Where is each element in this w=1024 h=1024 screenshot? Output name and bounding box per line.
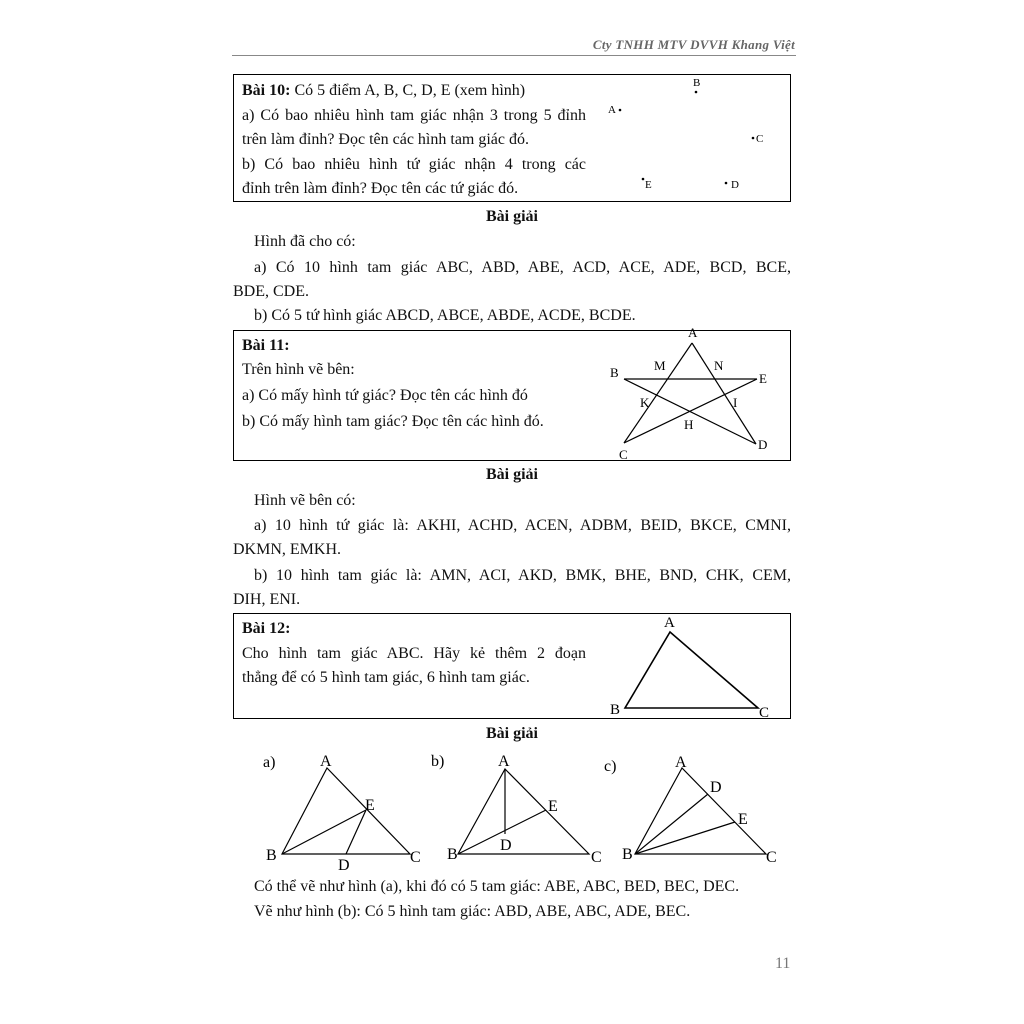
figure-c-label-d: D	[710, 779, 722, 796]
figure-c-segment-bd	[635, 794, 708, 854]
figure-a-tag: a)	[263, 754, 276, 771]
figure-b-label-c: C	[591, 849, 602, 866]
bai11-star-figure	[604, 323, 792, 461]
bai12-line2: thẳng để có 5 hình tam giác, 6 hình tam giác.	[242, 669, 530, 686]
figure-a-label-a: A	[320, 753, 332, 770]
bai10-solution-line3: BDE, CDE.	[233, 283, 309, 300]
bai10-question-a1: a) Có bao nhiêu hình tam giác nhận 3 trong 5 đỉnh	[242, 107, 586, 124]
star-label-e: E	[759, 371, 767, 386]
point-label-c: C	[756, 133, 764, 145]
point-label-d: D	[731, 179, 739, 191]
bai11-solution-heading: Bài giải	[485, 466, 538, 483]
figure-a-segment-ed	[346, 810, 366, 854]
bai10-solution-line1: Hình đã cho có:	[254, 233, 356, 250]
bai10-question-b2: đỉnh trên làm đỉnh? Đọc tên các tứ giác đó.	[242, 180, 519, 197]
star-label-m: M	[654, 358, 666, 373]
bai11-title: Bài 11:	[242, 337, 290, 354]
point-d-dot	[725, 182, 728, 185]
bai10-box	[233, 74, 791, 202]
point-b-dot	[695, 91, 698, 94]
point-c-dot	[752, 137, 755, 140]
bai10-solution-heading: Bài giải	[485, 208, 538, 225]
figure-b-label-a: A	[498, 753, 510, 770]
bai11-solution-line1: Hình vẽ bên có:	[254, 492, 356, 509]
figure-c-label-b: B	[622, 846, 633, 863]
figure-c-label-e: E	[738, 811, 748, 828]
bai12-solution-line1: Có thể vẽ như hình (a), khi đó có 5 tam giác: ABE, ABC, BED, BEC, DEC.	[254, 878, 740, 895]
bai11-line1: Trên hình vẽ bên:	[242, 361, 355, 378]
bai12-solution-line2: Vẽ như hình (b): Có 5 hình tam giác: ABD, ABE, ABC, ADE, BEC.	[254, 903, 691, 920]
figure-a-label-b: B	[266, 847, 277, 864]
figure-b-tag: b)	[431, 753, 445, 770]
bai10-line1	[242, 81, 525, 101]
point-label-e: E	[645, 179, 652, 191]
bai10-points-figure	[600, 75, 790, 201]
bai11-question-b: b) Có mấy hình tam giác? Đọc tên các hình đó.	[242, 413, 544, 430]
star-label-k: K	[640, 395, 650, 410]
figure-a-label-c: C	[410, 849, 421, 866]
star-label-d: D	[758, 437, 768, 452]
figure-c-tag: c)	[604, 758, 617, 775]
bai12-line1: Cho hình tam giác ABC. Hãy kẻ thêm 2 đoạn	[242, 645, 586, 662]
header-divider	[232, 55, 796, 56]
tri-label-a: A	[664, 615, 675, 631]
bai11-solution-line2: a) 10 hình tứ giác là: AKHI, ACHD, ACEN, ADBM, BEID, BKCE, CMNI,	[254, 517, 791, 534]
bai10-title: Bài 10:	[242, 82, 291, 99]
star-label-n: N	[714, 358, 724, 373]
point-label-b: B	[693, 77, 701, 89]
point-a-dot	[619, 109, 622, 112]
bai12-solution-figures	[250, 748, 810, 874]
figure-a-triangle	[282, 768, 410, 854]
bai12-box	[233, 613, 791, 719]
bai11-box	[233, 325, 791, 461]
bai11-question-a: a) Có mấy hình tứ giác? Đọc tên các hình đó	[242, 387, 528, 404]
bai10-question-b1: b) Có bao nhiêu hình tứ giác nhận 4 trong các	[242, 156, 586, 173]
bai10-question-a2: trên làm đỉnh? Đọc tên các hình tam giác đó.	[242, 131, 530, 148]
figure-b-label-e: E	[548, 798, 558, 815]
figure-a-segment-be	[282, 810, 366, 854]
figure-a-label-d: D	[338, 857, 350, 874]
bai10-solution-line4: b) Có 5 tứ hình giác ABCD, ABCE, ABDE, ACDE, BCDE.	[254, 307, 636, 324]
bai12-title: Bài 12:	[242, 620, 291, 637]
figure-a-label-e: E	[365, 797, 375, 814]
bai10-solution-line2: a) Có 10 hình tam giác ABC, ABD, ABE, ACD, ACE, ADE, BCD, BCE,	[254, 259, 791, 276]
figure-b-label-b: B	[447, 846, 458, 863]
star-label-h: H	[684, 417, 694, 432]
figure-c-label-a: A	[675, 754, 687, 771]
running-header: Cty TNHH MTV DVVH Khang Việt	[592, 37, 795, 52]
star-label-c: C	[619, 447, 628, 461]
figure-b-label-d: D	[500, 837, 512, 854]
bai11-solution-line5: DIH, ENI.	[233, 591, 301, 608]
bai11-solution-line3: DKMN, EMKH.	[233, 541, 341, 558]
bai12-triangle-figure	[604, 614, 792, 718]
star-label-a: A	[688, 325, 698, 340]
bai10-line1-text: Có 5 điểm A, B, C, D, E (xem hình)	[290, 82, 526, 99]
figure-b-triangle	[458, 769, 589, 854]
triangle-abc	[625, 632, 758, 708]
tri-label-b: B	[610, 702, 621, 718]
tri-label-c: C	[759, 705, 770, 718]
point-e-dot	[642, 178, 645, 181]
page-number: 11	[775, 955, 791, 972]
bai11-solution-line4: b) 10 hình tam giác là: AMN, ACI, AKD, BMK, BHE, BND, CHK, CEM,	[254, 567, 791, 584]
bai12-solution-heading: Bài giải	[485, 725, 538, 742]
point-label-a: A	[608, 104, 616, 116]
star-label-i: I	[733, 395, 738, 410]
star-label-b: B	[610, 365, 619, 380]
figure-c-label-c: C	[766, 849, 777, 866]
